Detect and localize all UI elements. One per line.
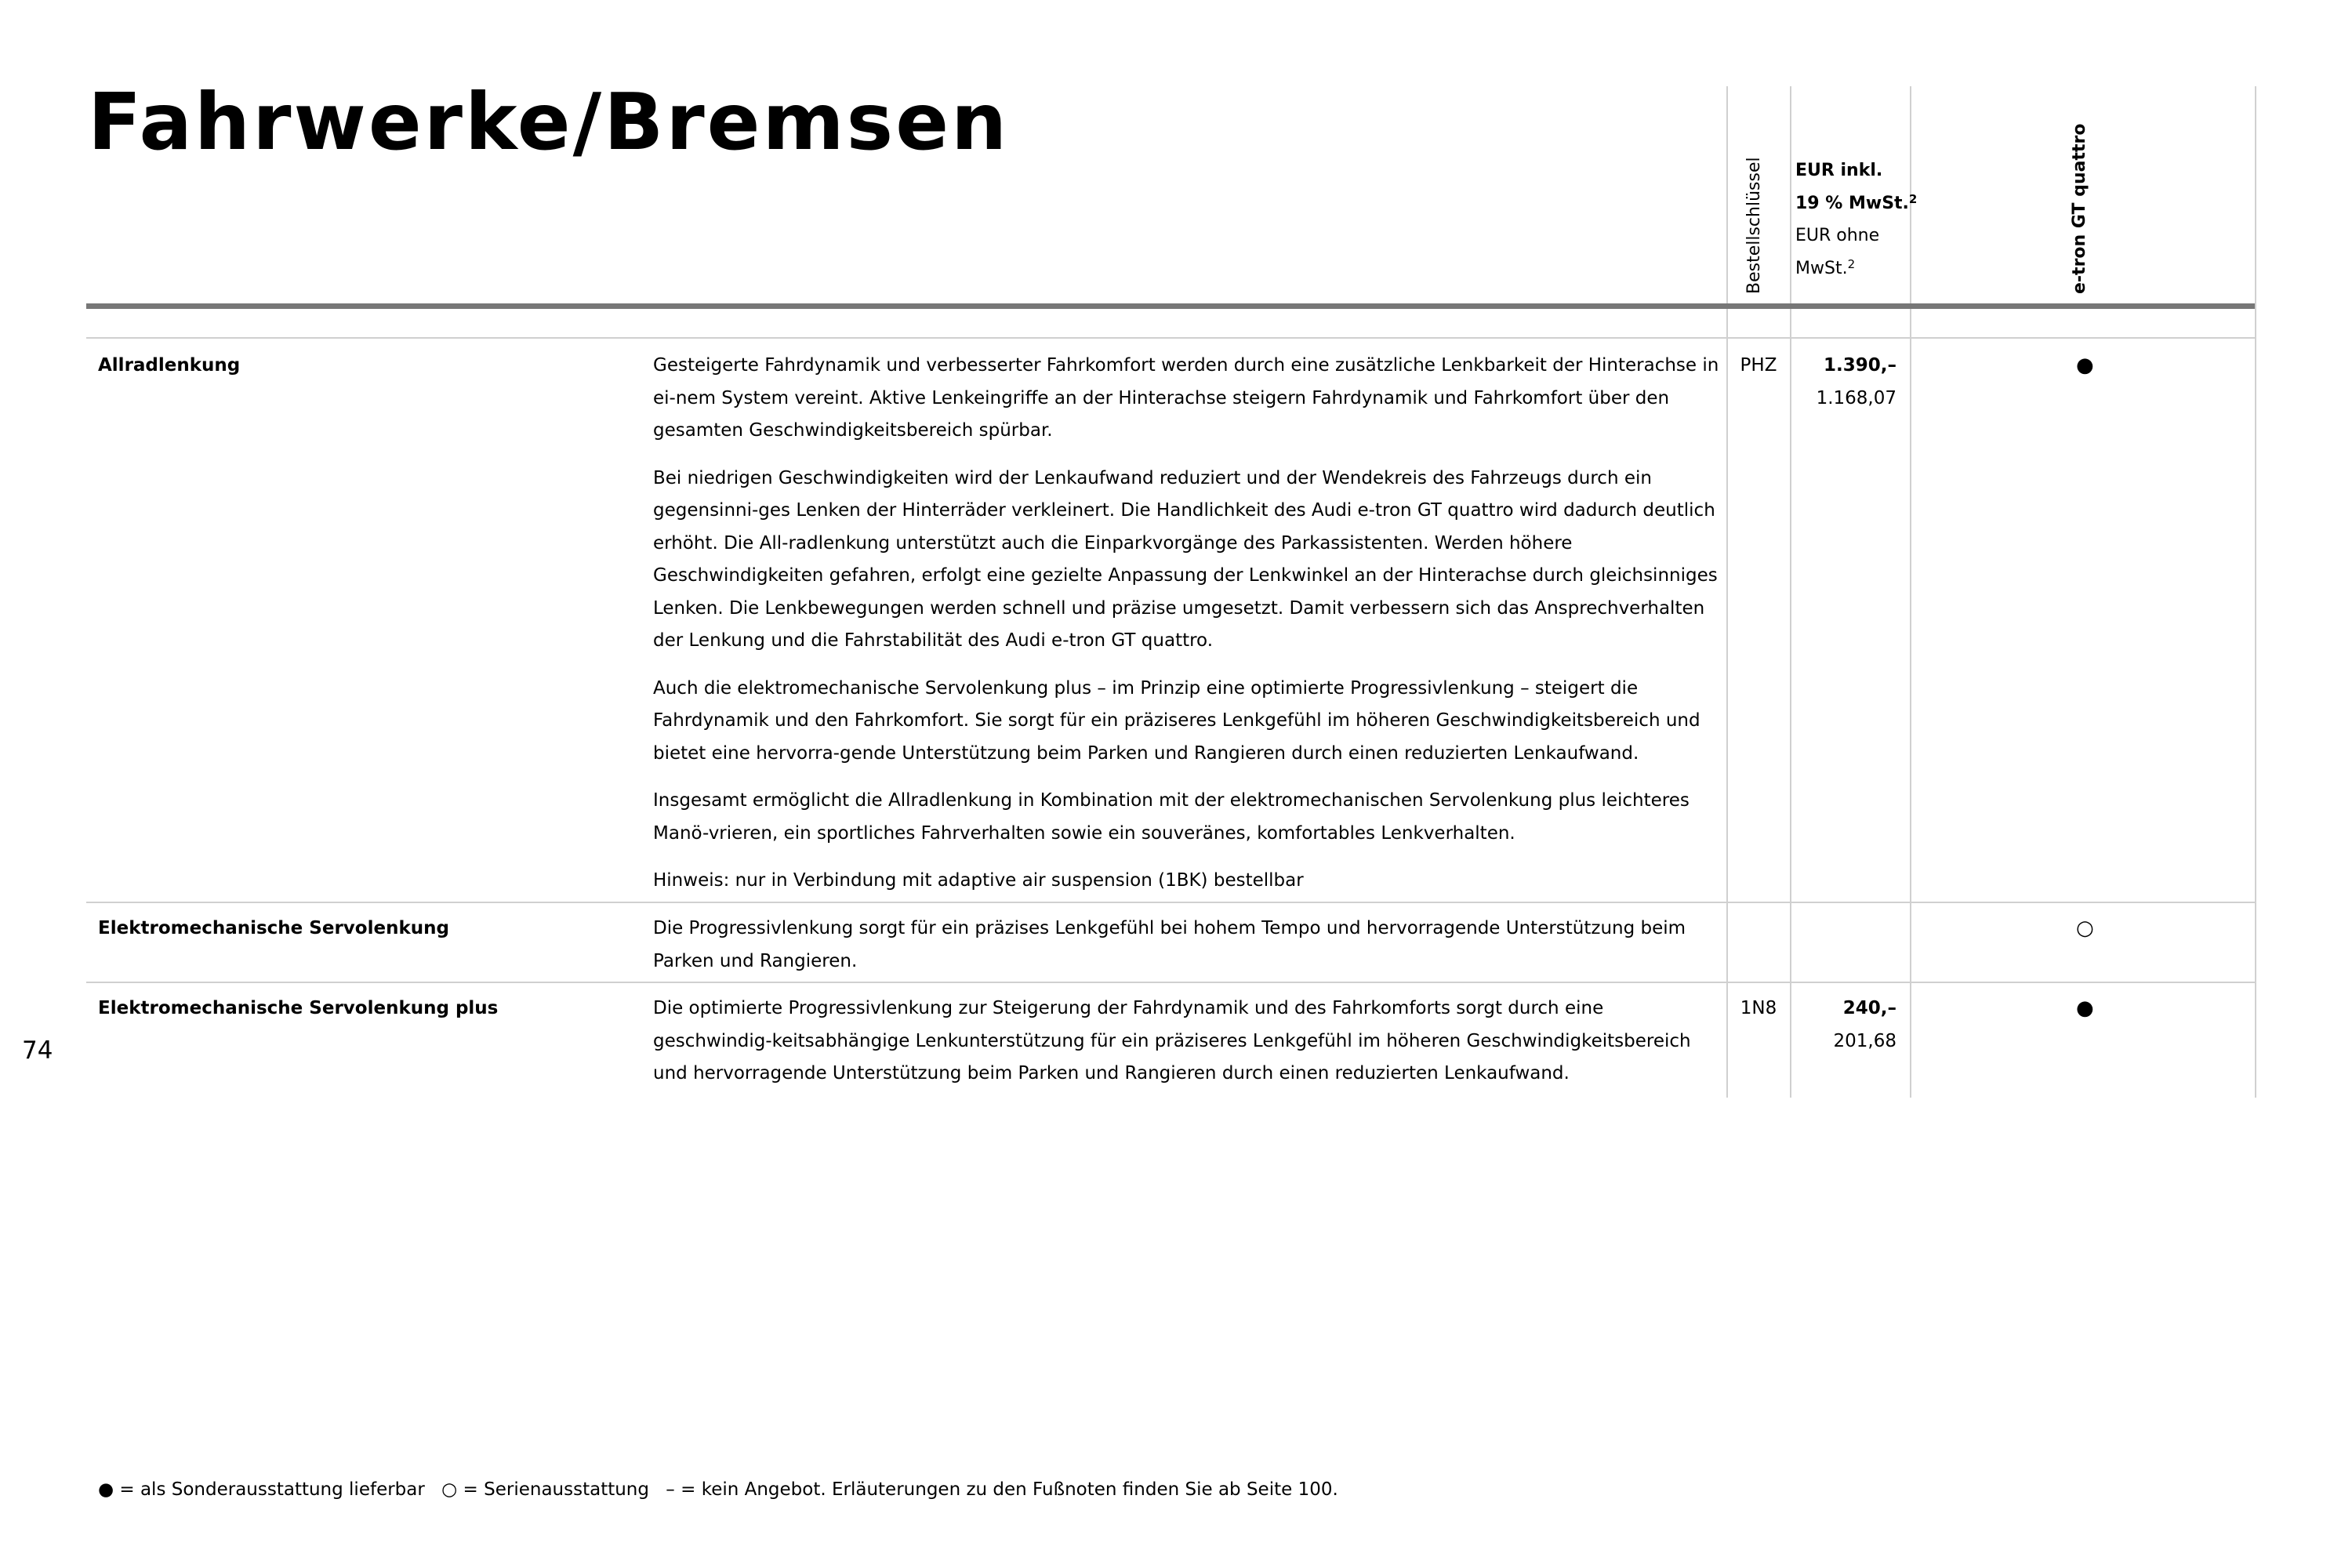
legend <box>98 1474 1349 1505</box>
price-excl-vat: 1.168,07 <box>1816 387 1896 408</box>
header-rule <box>86 303 2255 309</box>
column-divider <box>1790 86 1791 1098</box>
column-divider <box>1726 86 1728 1098</box>
availability-mark: ○ <box>2076 916 2094 940</box>
footnote-mark: 2 <box>1908 191 1918 206</box>
price-cell <box>1791 993 1896 1058</box>
price-incl-label: EUR inkl. <box>1795 161 1883 180</box>
description-paragraph: Die Progressivlenkung sorgt für ein präzises Lenkgefühl bei hohem Tempo und hervorragende Unterstützung beim Parken und Rangieren. <box>653 918 1686 971</box>
footnote-mark: 2 <box>1847 256 1856 271</box>
price-excl-vat-label: MwSt.$^2$ <box>1795 256 1856 278</box>
column-header-model: e-tron GT quattro <box>2070 123 2089 294</box>
description-paragraph: Insgesamt ermöglicht die Allradlenkung in Kombination mit der elektromechanischen Servolenkung plus leichteres Manö-vrieren, ein sportliches Fahrverhalten sowie ein souveränes, komfortables Lenkverhalten. <box>653 790 1690 844</box>
column-divider <box>2255 86 2256 1098</box>
row-divider <box>86 982 2255 983</box>
feature-name: Elektromechanische Servolenkung <box>98 918 449 938</box>
feature-name: Elektromechanische Servolenkung plus <box>98 998 499 1018</box>
description-paragraph: Die optimierte Progressivlenkung zur Steigerung der Fahrdynamik und des Fahrkomforts sorgt durch eine geschwindig-keitsabhängige Lenkunterstützung für ein präziseres Lenkgefühl im höheren Geschwindigkeitsbereich und hervorragende Unterstützung beim Parken und Rangieren durch einen reduzierten Lenkaufwand. <box>653 998 1691 1083</box>
column-header-price <box>1795 154 1917 285</box>
row-divider <box>86 902 2255 903</box>
price-excl-label: EUR ohne <box>1795 226 1880 245</box>
description-paragraph: Hinweis: nur in Verbindung mit adaptive air suspension (1BK) bestellbar <box>653 870 1304 891</box>
legend-none: – = kein Angebot. Erläuterungen zu den Fußnoten finden Sie ab Seite 100. <box>666 1479 1338 1500</box>
order-code: 1N8 <box>1740 998 1777 1018</box>
availability-mark: ● <box>2076 996 2094 1020</box>
feature-description <box>653 350 1723 913</box>
header-subrule <box>86 337 2255 339</box>
description-paragraph: Bei niedrigen Geschwindigkeiten wird der Lenkaufwand reduziert und der Wendekreis des Fahrzeugs durch ein gegensinni-ges Lenken der Hinterräder verkleinert. Die Handlichkeit des Audi e-tron GT quattro wird dadurch deutlich erhöht. Die All-radlenkung unterstützt auch die Einparkvorgänge des Parkassistenten. Werden höhere Geschwindigkeiten gefahren, erfolgt eine gezielte Anpassung der Lenkwinkel an der Hinterachse durch gleichsinniges Lenken. Die Lenkbewegungen werden schnell und präzise umgesetzt. Damit verbessern sich das Ansprechverhalten der Lenkung und die Fahrstabilität des Audi e-tron GT quattro. <box>653 467 1718 651</box>
feature-description <box>653 913 1723 993</box>
legend-optional: ● = als Sonderausstattung lieferbar <box>98 1479 425 1500</box>
order-code: PHZ <box>1740 355 1777 376</box>
feature-name: Allradlenkung <box>98 355 241 376</box>
column-header-order-key: Bestellschlüssel <box>1744 157 1764 294</box>
description-paragraph: Gesteigerte Fahrdynamik und verbesserter Fahrkomfort werden durch eine zusätzliche Lenkbarkeit der Hinterachse in ei-nem System vereint. Aktive Lenkeingriffe an der Hinterachse steigern Fahrdynamik und Fahrkomfort über den gesamten Geschwindigkeitsbereich spürbar. <box>653 355 1719 441</box>
legend-standard: ○ = Serienausstattung <box>441 1479 649 1500</box>
price-incl-vat: 1.390,– <box>1824 355 1896 376</box>
page-title: Fahrwerke/Bremsen <box>88 76 1010 168</box>
price-incl-vat-label: 19 % MwSt.$^2$ <box>1795 191 1918 213</box>
price-incl-vat: 240,– <box>1842 998 1896 1018</box>
availability-mark: ● <box>2076 354 2094 377</box>
feature-description <box>653 993 1723 1105</box>
price-excl-vat: 201,68 <box>1833 1030 1896 1051</box>
page-number: 74 <box>22 1036 53 1065</box>
price-cell <box>1791 350 1896 415</box>
description-paragraph: Auch die elektromechanische Servolenkung plus – im Prinzip eine optimierte Progressivlenkung – steigert die Fahrdynamik und den Fahrkomfort. Sie sorgt für ein präziseres Lenkgefühl im höheren Geschwindigkeitsbereich und bietet eine hervorra-gende Unterstützung beim Parken und Rangieren durch einen reduzierten Lenkaufwand. <box>653 677 1700 764</box>
